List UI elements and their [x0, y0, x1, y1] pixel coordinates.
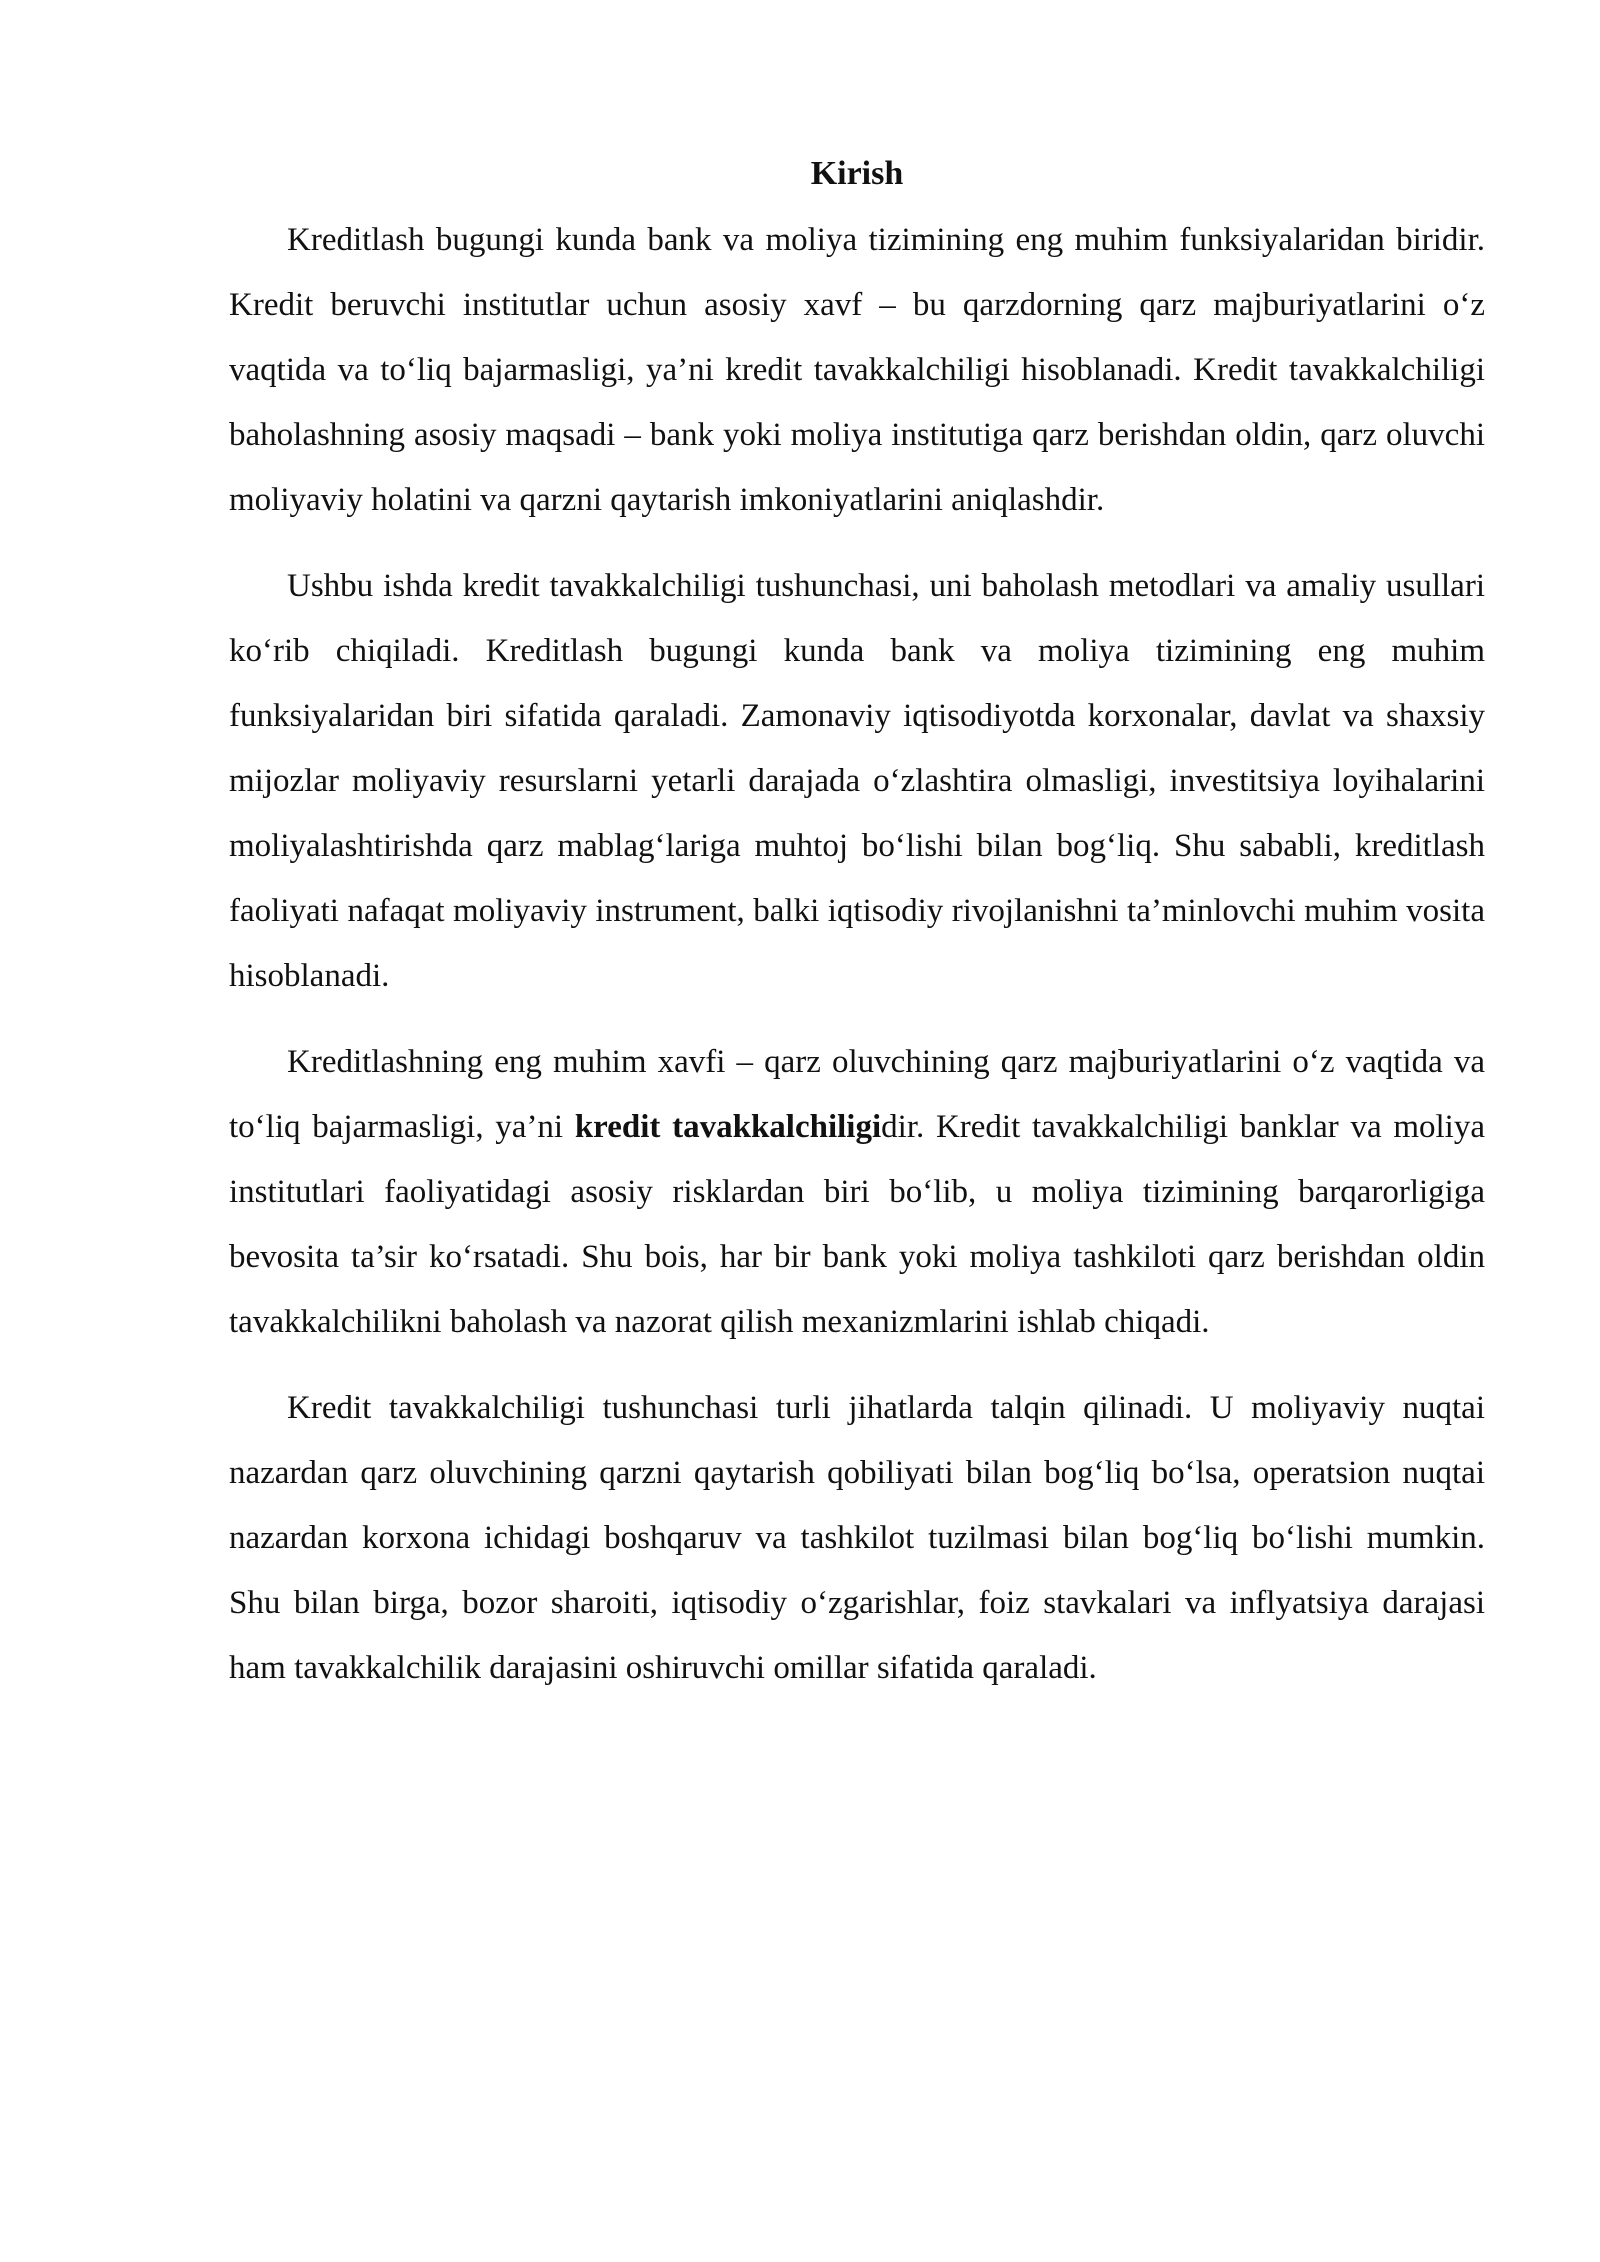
- document-title: Kirish: [810, 155, 904, 192]
- paragraph-2: Ushbu ishda kredit tavakkalchiligi tushunchasi, uni baholash metodlari va amaliy usullari ko‘rib chiqiladi. Kreditlash bugungi kunda bank va moliya tizimining eng muhim funksiyalaridan biri sifatida qaraladi. Zamonaviy iqtisodiyotda korxonalar, davlat va shaxsiy mijozlar moliyaviy resurslarni yetarli darajada o‘zlashtira olmasligi, investitsiya loyihalarini moliyalashtirishda qarz mablag‘lariga muhtoj bo‘lishi bilan bog‘liq. Shu sababli, kreditlash faoliyati nafaqat moliyaviy instrument, balki iqtisodiy rivojlanishni ta’minlovchi muhim vosita hisoblanadi.: [229, 568, 1485, 994]
- document-body: [229, 150, 1485, 1722]
- paragraph-3-bold-term: kredit tavakkalchiligi: [574, 1109, 882, 1145]
- paragraph-1: Kreditlash bugungi kunda bank va moliya tizimining eng muhim funksiyalaridan biridir. Kredit beruvchi institutlar uchun asosiy xavf – bu qarzdorning qarz majburiyatlarini o‘z vaqtida va to‘liq bajarmasligi, ya’ni kredit tavakkalchiligi hisoblanadi. Kredit tavakkalchiligi baholashning asosiy maqsadi – bank yoki moliya institutiga qarz berishdan oldin, qarz oluvchi moliyaviy holatini va qarzni qaytarish imkoniyatlarini aniqlashdir.: [229, 222, 1485, 518]
- paragraph-4: Kredit tavakkalchiligi tushunchasi turli jihatlarda talqin qilinadi. U moliyaviy nuqtai nazardan qarz oluvchining qarzni qaytarish qobiliyati bilan bog‘liq bo‘lsa, operatsion nuqtai nazardan korxona ichidagi boshqaruv va tashkilot tuzilmasi bilan bog‘liq bo‘lishi mumkin. Shu bilan birga, bozor sharoiti, iqtisodiy o‘zgarishlar, foiz stavkalari va inflyatsiya darajasi ham tavakkalchilik darajasini oshiruvchi omillar sifatida qaraladi.: [229, 1390, 1485, 1686]
- paragraph-3-text-before: Kreditlashning eng muhim xavfi – qarz oluvchining qarz majburiyatlarini o‘z vaqtida va to‘liq bajarmasligi, ya’ni: [229, 1044, 1485, 1145]
- paragraph-3: [229, 1030, 1485, 1355]
- paragraph-3-text-after: dir. Kredit tavakkalchiligi banklar va moliya institutlari faoliyatidagi asosiy risklardan biri bo‘lib, u moliya tizimining barqarorligiga bevosita ta’sir ko‘rsatadi. Shu bois, har bir bank yoki moliya tashkiloti qarz berishdan oldin tavakkalchilikni baholash va nazorat qilish mexanizmlarini ishlab chiqadi.: [229, 1109, 1485, 1340]
